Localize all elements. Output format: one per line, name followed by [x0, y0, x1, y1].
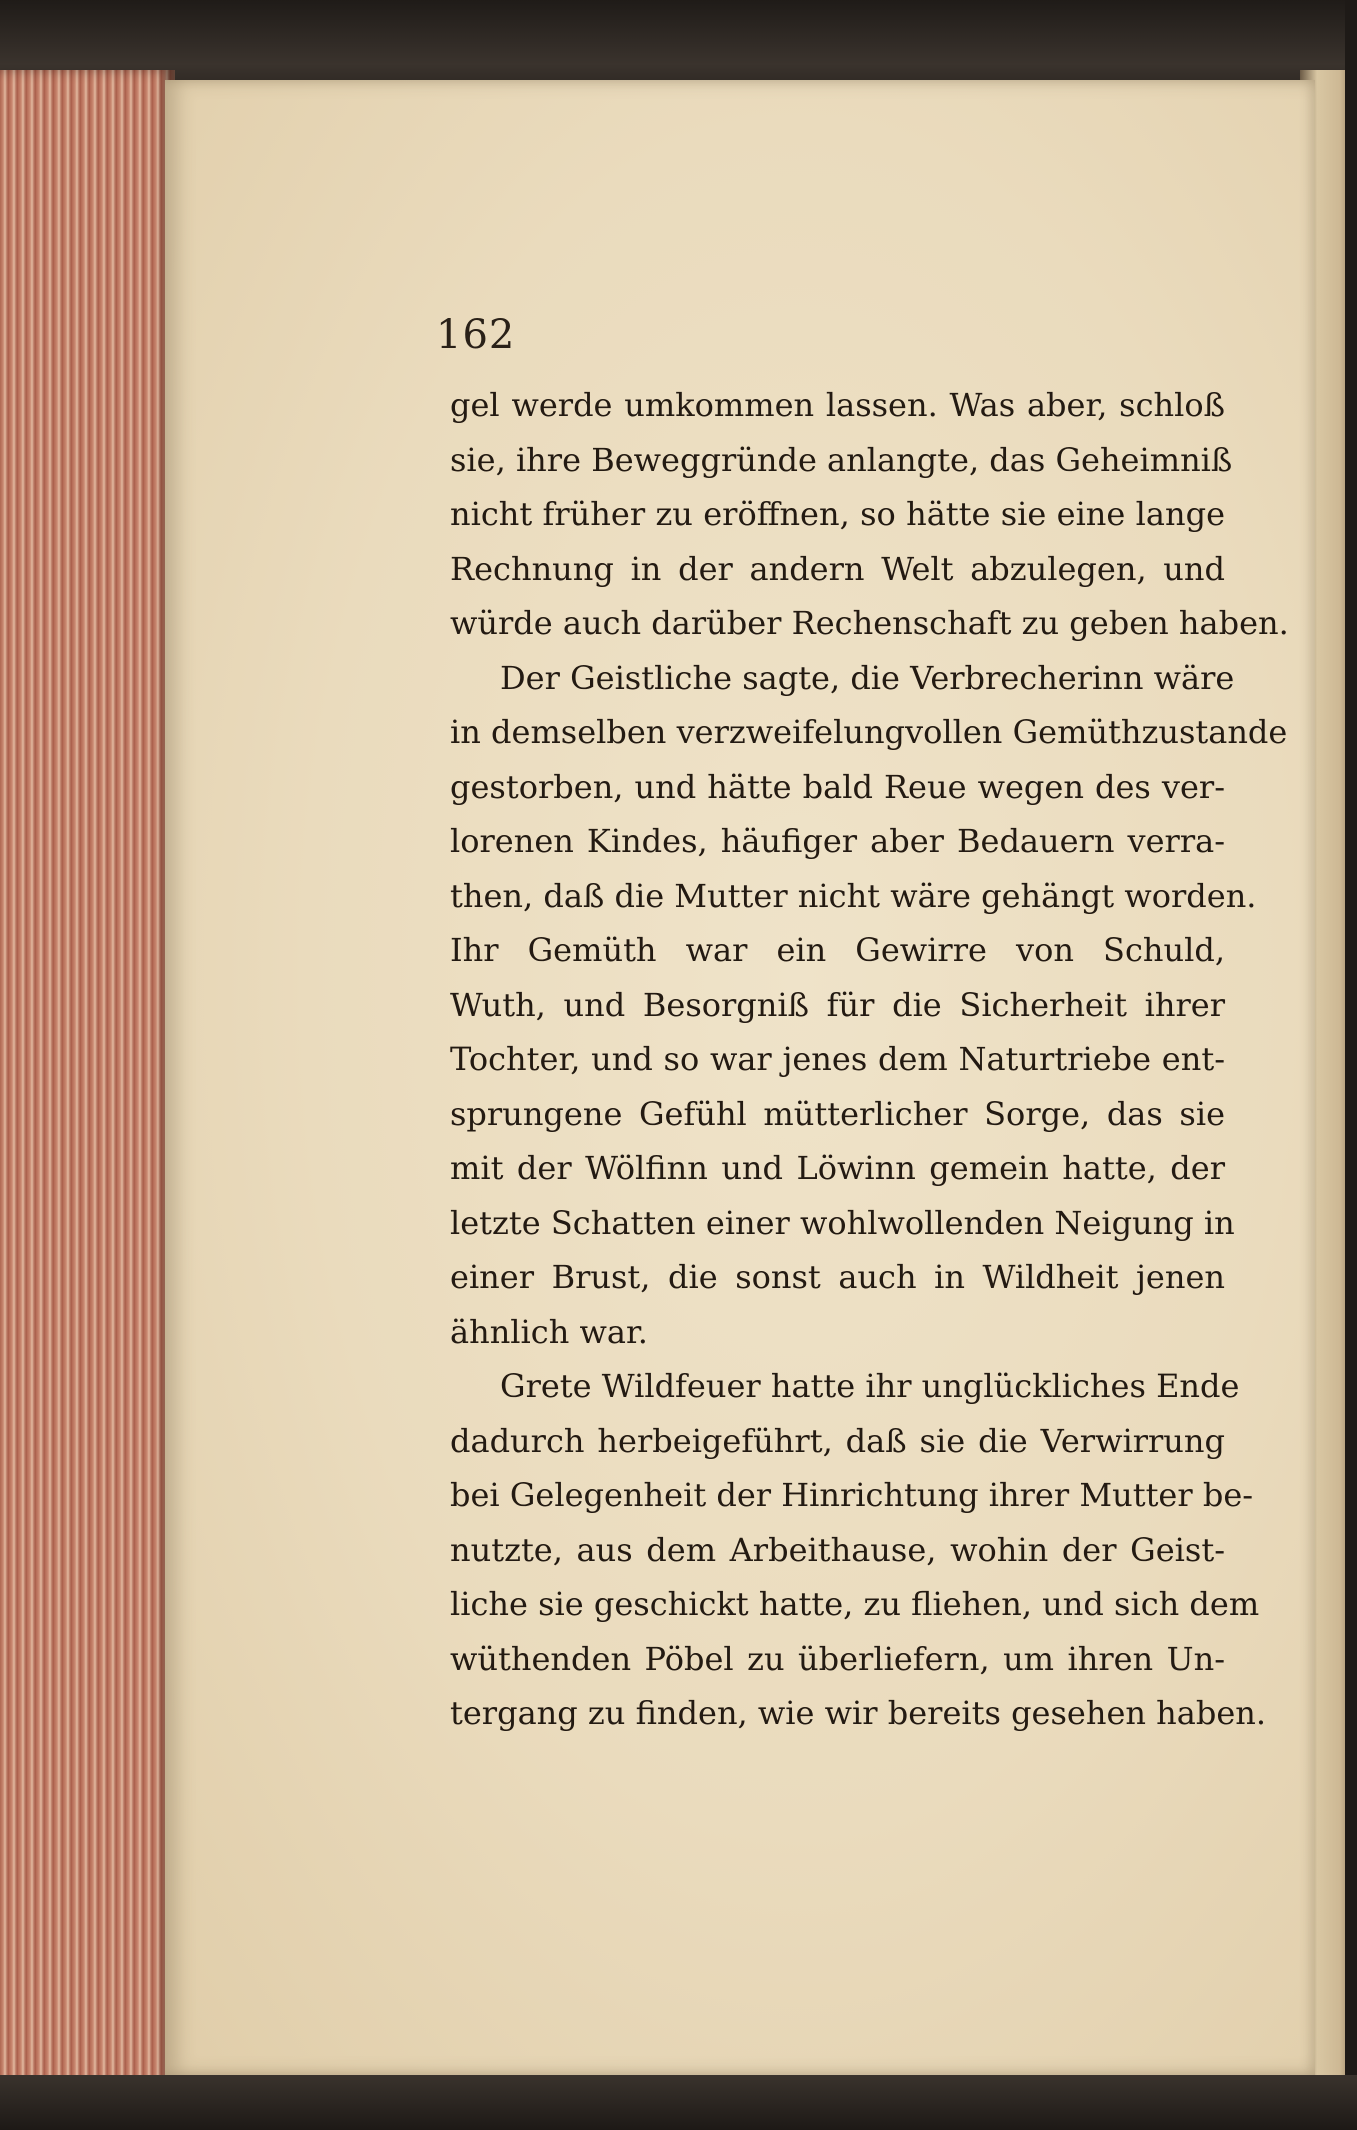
page-stack-edge — [0, 70, 175, 2090]
text-line: gel werde umkommen lassen. Was aber, schloß — [450, 386, 1225, 424]
page-number: 162 — [436, 312, 516, 358]
text-line: nicht früher zu eröffnen, so hätte sie eine lange — [450, 495, 1225, 533]
text-line: dadurch herbeigeführt, daß sie die Verwirrung — [450, 1421, 1225, 1460]
text-line: einer Brust, die sonst auch in Wildheit jenen — [450, 1258, 1225, 1296]
text-line: Ihr Gemüth war ein Gewirre von Schuld, — [450, 931, 1225, 969]
text-line: Tochter, und so war jenes dem Naturtriebe ent- — [450, 1040, 1225, 1078]
text-line: liche sie geschickt hatte, zu fliehen, und sich dem — [450, 1585, 1260, 1623]
text-line: Der Geistliche sagte, die Verbrecherinn wäre — [500, 658, 1235, 697]
text-line: würde auch darüber Rechenschaft zu geben haben. — [450, 604, 1289, 642]
text-line: Wuth, und Besorgniß für die Sicherheit ihrer — [450, 985, 1225, 1024]
text-line: sie, ihre Beweggründe anlangte, das Geheimniß — [450, 440, 1233, 479]
text-line: gestorben, und hätte bald Reue wegen des ver- — [450, 767, 1225, 806]
text-line: bei Gelegenheit der Hinrichtung ihrer Mutter be- — [450, 1476, 1254, 1514]
text-line: letzte Schatten einer wohlwollenden Neigung in — [450, 1203, 1235, 1242]
binding-top-edge — [0, 0, 1357, 92]
text-line: Grete Wildfeuer hatte ihr unglückliches Ende — [500, 1367, 1240, 1405]
text-line: wüthenden Pöbel zu überliefern, um ihren Un- — [450, 1639, 1225, 1678]
text-line: lorenen Kindes, häufiger aber Bedauern verra- — [450, 822, 1225, 860]
text-line: sprungene Gefühl mütterlicher Sorge, das sie — [450, 1094, 1225, 1133]
text-line: nutzte, aus dem Arbeithause, wohin der Geist- — [450, 1530, 1225, 1569]
page-text — [450, 378, 1289, 1741]
binding-bottom-edge — [0, 2075, 1357, 2130]
text-line: ähnlich war. — [450, 1312, 648, 1351]
text-line: then, daß die Mutter nicht wäre gehängt worden. — [450, 876, 1257, 915]
text-line: Rechnung in der andern Welt abzulegen, und — [450, 549, 1225, 588]
text-line: tergang zu finden, wie wir bereits gesehen haben. — [450, 1694, 1267, 1732]
binding-right-edge — [1345, 0, 1357, 2130]
text-line: mit der Wölfinn und Löwinn gemein hatte, der — [450, 1149, 1225, 1187]
text-line: in demselben verzweifelungvollen Gemüthzustande — [450, 713, 1288, 751]
